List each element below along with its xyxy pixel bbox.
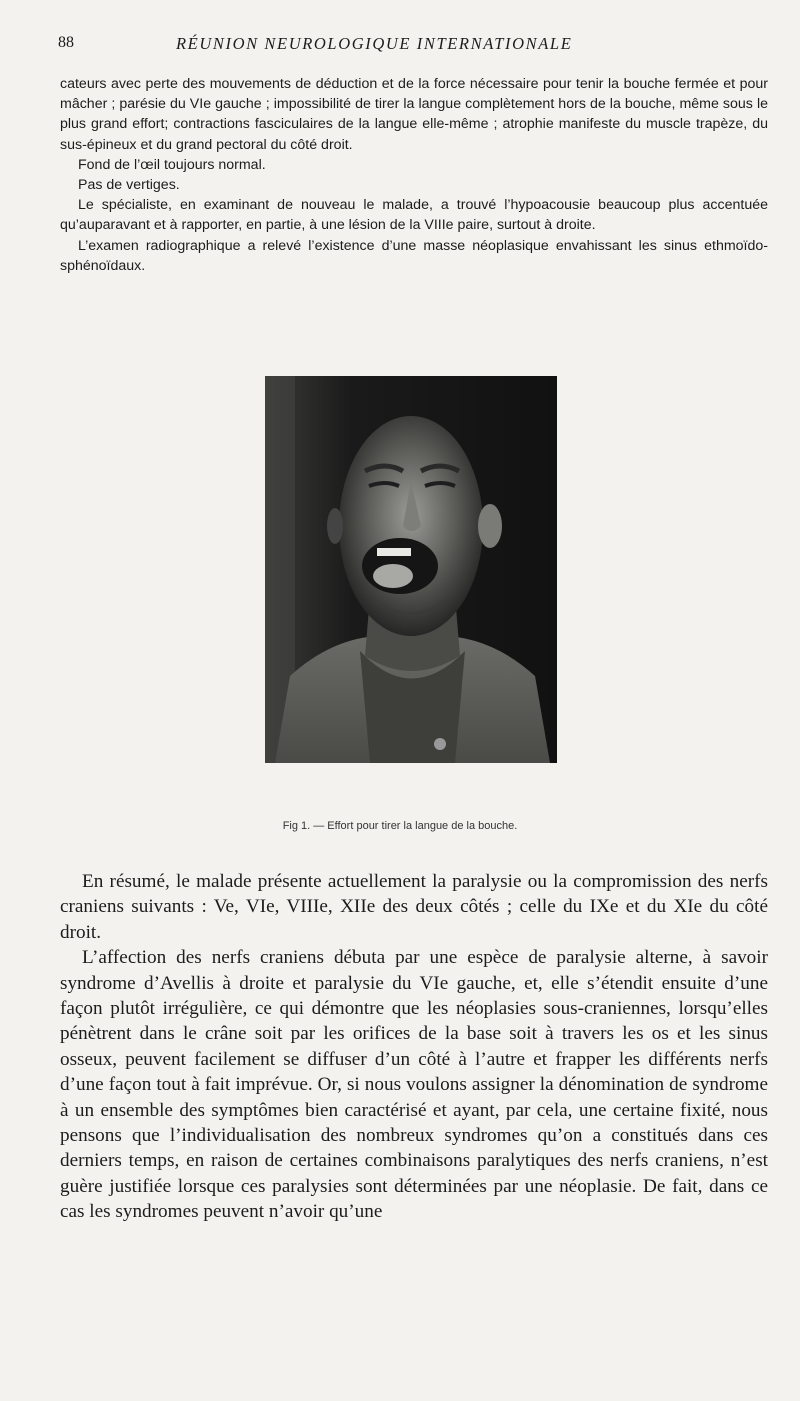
paragraph: L’affection des nerfs craniens débuta par une espèce de paralysie alterne, à savoir syndrome d’Avellis à droite et paralysie du VIe gauche, et, elle s’étendit ensuite d’une façon plutôt irrégulière, ce qui démontre que les néoplasies sous-craniennes, lorsqu’elles pénètrent dans le crâne soit par les orifices de la base soit à travers les os et les sinus osseux, peuvent facilement se diffuser d’un côté à l’autre et frapper les différents nerfs d’une façon tout à fait imprévue. Or, si nous voulons assigner la dénomination de syndrome à un ensemble des symptômes bien caractérisé et ayant, par cela, une certaine fixité, nous pensons que l’individualisation des nombreux syndromes qu’on a constitués dans ces derniers temps, en raison de certaines combinaisons paralytiques des nerfs craniens, n’est guère justifiée lorsque ces paralysies sont déterminées par une néoplasie. De fait, dans ce cas les syndromes peuvent n’avoir qu’une [60, 947, 768, 1223]
paragraph: Pas de vertiges. [78, 177, 180, 194]
paragraph: En résumé, le malade présente actuellement la paralysie ou la compromission des nerfs craniens suivants : Ve, VIe, VIIIe, XIIe des deux côtés ; celle du IXe et du XIe du côté droit. [60, 871, 768, 943]
figure-photograph [265, 376, 557, 763]
portrait-photo [265, 376, 557, 763]
top-text-block [60, 74, 768, 276]
bottom-text-block [60, 869, 768, 1225]
page-header [58, 34, 758, 58]
running-title: RÉUNION NEUROLOGIQUE INTERNATIONALE [176, 34, 573, 53]
paragraph: Le spécialiste, en examinant de nouveau le malade, a trouvé l’hypoacousie beaucoup plus accentuée qu’auparavant et à rapporter, en partie, à une lésion de la VIIIe paire, surtout à droite. [60, 197, 768, 234]
page-number: 88 [58, 34, 74, 51]
paragraph: Fond de l’œil toujours normal. [78, 156, 266, 173]
paragraph: cateurs avec perte des mouvements de déduction et de la force nécessaire pour tenir la bouche fermée et pour mâcher ; parésie du VIe gauche ; impossibilité de tirer la langue complètement hors de la bouche, même sous le plus grand effort; contractions fasciculaires de la langue elle-même ; atrophie manifeste du muscle trapèze, du sus-épineux et du grand pectoral du côté droit. [60, 76, 768, 153]
paragraph: L’examen radiographique a relevé l’existence d’une masse néoplasique envahissant les sinus ethmoïdo-sphénoïdaux. [60, 237, 768, 274]
figure-caption: Fig 1. — Effort pour tirer la langue de la bouche. [282, 820, 518, 832]
